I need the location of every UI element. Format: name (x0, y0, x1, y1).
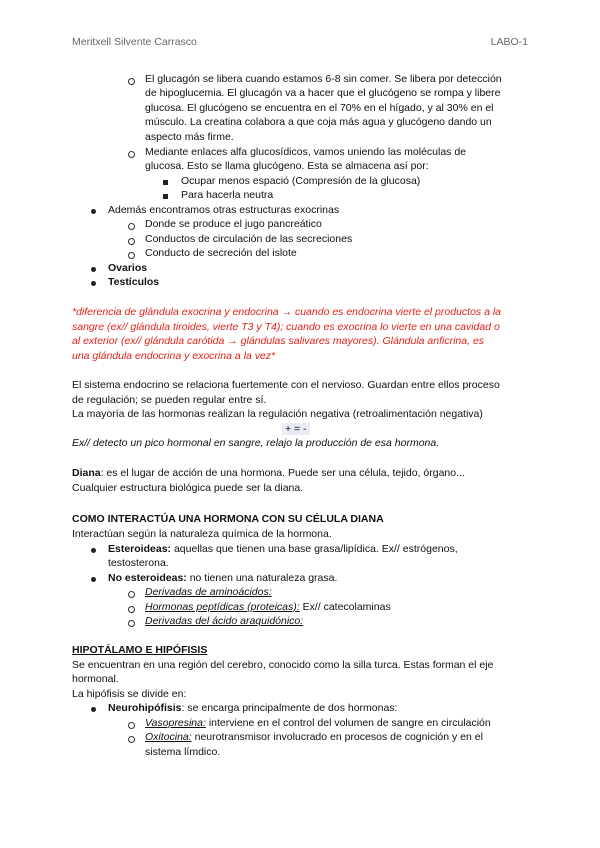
term-oxitocina: Oxitocina: (145, 731, 192, 743)
note-line: al exterior (ex// glándula carótida → glándulas salivares mayores). Glándula anficrina, es (72, 335, 485, 347)
circle-bullet (128, 722, 135, 729)
dot-bullet (91, 707, 96, 712)
text-line (72, 466, 465, 481)
text-line: La mayoría de las hormonas realizan la regulación negativa (retroalimentación negativa) (72, 408, 483, 420)
circle-bullet (128, 223, 135, 230)
definition: : se encarga principalmente de dos hormonas: (181, 702, 398, 714)
term-no-esteroideas: No esteroideas: (108, 572, 187, 584)
dot-bullet (91, 548, 96, 553)
text-line: sistema límdico. (145, 746, 221, 758)
note-line: una glándula endocrina y exocrina a la vez* (72, 350, 276, 362)
text-line: Ocupar menos espació (Compresión de la glucosa) (181, 175, 421, 187)
text-line: glucosa. El glucógeno se encuentra en el 70% en el hígado, y al 30% en el (145, 102, 494, 114)
circle-bullet (128, 151, 135, 158)
section-heading: HIPOTÁLAMO E HIPÓFISIS (72, 644, 208, 656)
text-line: Derivadas de aminoácidos: (145, 586, 272, 598)
text-line: testosterona. (108, 557, 169, 569)
text-line: de hipoglucemia. El glucagón va a hacer que el glucógeno se rompa y libere (145, 87, 501, 99)
text-line (145, 730, 483, 745)
text-line (145, 716, 491, 731)
header-author: Meritxell Silvente Carrasco (72, 36, 197, 48)
circle-bullet (128, 78, 135, 85)
text-line: Derivadas del ácido araquidónico: (145, 615, 304, 627)
section-heading: COMO INTERACTÚA UNA HORMONA CON SU CÉLULA DIANA (72, 513, 384, 525)
definition: interviene en el control del volumen de sangre en circulación (205, 717, 491, 729)
text-line (108, 542, 458, 557)
circle-bullet (128, 606, 135, 613)
term-vasopresina: Vasopresina: (145, 717, 206, 729)
circle-bullet (128, 252, 135, 259)
text-line: glucosa. Esto se llama glucógeno. Esta se almacena así por: (145, 160, 429, 172)
term-esteroideas: Esteroideas: (108, 543, 172, 555)
text-line: Donde se produce el jugo pancreático (145, 218, 322, 230)
header-course: LABO-1 (490, 36, 528, 48)
text-line (108, 701, 397, 716)
definition: : es el lugar de acción de una hormona. Puede ser una célula, tejido, órgano... (100, 467, 465, 479)
square-bullet (163, 180, 168, 185)
note-line: *diferencia de glándula exocrina y endocrina → cuando es endocrina vierte el productos a la (72, 306, 502, 318)
text-line: Ex// detecto un pico hormonal en sangre, relajo la producción de esa hormona. (72, 437, 440, 449)
formula-line (282, 422, 310, 437)
term-neurohipofisis: Neurohipófisis (108, 702, 182, 714)
text-line: Testículos (108, 276, 160, 288)
text-line: Ovarios (108, 262, 148, 274)
text-line: Además encontramos otras estructuras exocrinas (108, 204, 340, 216)
text-line: Conducto de secreción del islote (145, 247, 297, 259)
text-line (145, 600, 391, 615)
term-peptidicas: Hormonas peptídicas (proteicas): (145, 601, 300, 613)
text-line: hormonal. (72, 673, 119, 685)
text-line: El sistema endocrino se relaciona fuertemente con el nervioso. Guardan entre ellos proceso (72, 379, 500, 391)
text-line: músculo. La creatina colabora a que coja más agua y glucógeno dando un (145, 116, 492, 128)
text-line: La hipófisis se divide en: (72, 688, 187, 700)
text-line: aspecto más firme. (145, 131, 234, 143)
dot-bullet (91, 577, 96, 582)
square-bullet (163, 194, 168, 199)
definition: Ex// catecolaminas (299, 601, 391, 613)
formula-highlight: + = - (282, 423, 310, 435)
text-line (108, 571, 337, 586)
circle-bullet (128, 238, 135, 245)
text-line: Para hacerla neutra (181, 189, 274, 201)
circle-bullet (128, 591, 135, 598)
dot-bullet (91, 267, 96, 272)
circle-bullet (128, 620, 135, 627)
text-line: El glucagón se libera cuando estamos 6-8 sin comer. Se libera por detección (145, 73, 502, 85)
text-line: Cualquier estructura biológica puede ser la diana. (72, 482, 304, 494)
dot-bullet (91, 209, 96, 214)
definition: neurotransmisor involucrado en procesos de cognición y en el (191, 731, 483, 743)
definition: aquellas que tienen una base grasa/lipídica. Ex// estrógenos, (171, 543, 458, 555)
term-diana: Diana (72, 467, 101, 479)
definition: no tienen una naturaleza grasa. (186, 572, 338, 584)
text-line: Mediante enlaces alfa glucosídicos, vamos uniendo las moléculas de (145, 146, 467, 158)
text-line: de regulación; se pueden regular entre sí. (72, 394, 267, 406)
text-line: Se encuentran en una región del cerebro, conocido como la silla turca. Estas forman el eje (72, 659, 494, 671)
dot-bullet (91, 281, 96, 286)
text-line: Interactúan según la naturaleza química de la hormona. (72, 528, 332, 540)
text-line: Conductos de circulación de las secreciones (145, 233, 353, 245)
circle-bullet (128, 736, 135, 743)
note-line: sangre (ex// glándula tiroides, vierte T3 y T4); cuando es exocrina lo vierte en una cavidad o (72, 321, 500, 333)
